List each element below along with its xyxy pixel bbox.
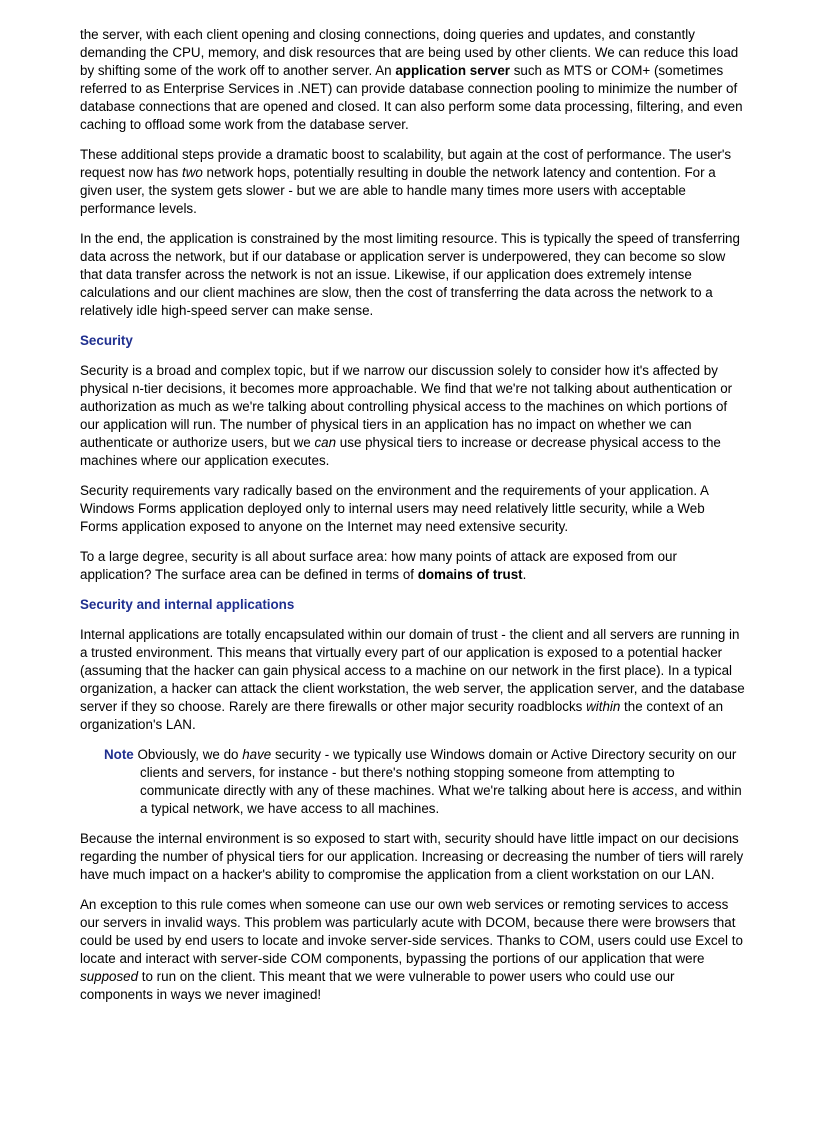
paragraph-internal-environment: Because the internal environment is so exposed to start with, security should have little impact on our decisions regarding the number of physical tiers for our application. Increasing or decreasing the number of tiers will rarely have much impact on a hacker's ability to compromise the application from a client workstation on our LAN. — [80, 831, 744, 882]
paragraph-exception-dcom — [80, 896, 746, 1004]
text-run: Internal applications are totally encapsulated within our domain of trust - the client and all servers are running in a trusted environment. This means that virtually every part of our application is exposed to a potential hacker (assuming that the hacker can gain physical access to a machine on our network in the first place). In a typical organization, a hacker can attack the client workstation, the web server, the application server, and the database server if they so choose. Rarely are there firewalls or other major security roadblocks — [80, 627, 745, 714]
heading-security-internal-applications: Security and internal applications — [80, 597, 295, 612]
text-run: An exception to this rule comes when someone can use our own web services or remoting services to access our servers in invalid ways. This problem was particularly acute with DCOM, because there were browsers that could be used by end users to locate and invoke server-side services. Thanks to COM, users could use Excel to locate and interact with server-side COM components, bypassing the portions of our application that were — [80, 897, 743, 966]
italic-have: have — [242, 747, 272, 762]
bold-term-application-server: application server — [395, 63, 510, 78]
text-run: , and within a typical network, we have access to all machines. — [140, 783, 742, 816]
paragraph-internal-applications — [80, 626, 746, 734]
text-run: Obviously, we do — [133, 747, 243, 762]
paragraph-application-server — [80, 26, 746, 134]
text-run: To a large degree, security is all about surface area: how many points of attack are exposed from our application? The surface area can be defined in terms of — [80, 549, 677, 582]
paragraph-scalability — [80, 146, 746, 218]
text-run: . — [522, 567, 527, 582]
text-run: Security is a broad and complex topic, but if we narrow our discussion solely to consider how it's affected by physical n-tier decisions, it becomes more approachable. We find that we're not talking about authentication or authorization as much as we're talking about controlling physical access to the machines on which portions of our application will run. The number of physical tiers in an application has no impact on whether we can authenticate or authorize users, but we — [80, 363, 733, 450]
italic-two: two — [181, 165, 203, 180]
note-label: Note — [104, 747, 134, 762]
text-run: security - we typically use Windows domain or Active Directory security on our clients and servers, for instance - but there's nothing stopping someone from attempting to communicate directly with any of these machines. What we're talking about here is — [140, 747, 737, 798]
heading-security: Security — [80, 333, 133, 348]
paragraph-limiting-resource: In the end, the application is constrained by the most limiting resource. This is typically the speed of transferring data across the network, but if our database or application server is underpowered, they can become so slow that data transfer across the network is not an issue. Likewise, if our application does extremely intense calculations and our client machines are slow, then the cost of transferring the data across the network to a relatively idle high-speed server can make sense. — [80, 231, 740, 318]
text-run: to run on the client. This meant that we were vulnerable to power users who could use our components in ways we never imagined! — [80, 969, 675, 1002]
text-run: network hops, potentially resulting in double the network latency and contention. For a given user, the system gets slower - but we are able to handle many times more users with acceptable performance levels. — [80, 165, 716, 216]
text-run: such as MTS or COM+ (sometimes referred to as Enterprise Services in .NET) can provide database connection pooling to minimize the number of database connections that are opened and closed. It can also perform some data processing, filtering, and even caching to offload some work from the database server. — [80, 63, 743, 132]
bold-term-domains-of-trust: domains of trust — [417, 567, 523, 582]
text-run: use physical tiers to increase or decrease physical access to the machines where our application executes. — [80, 435, 721, 468]
italic-can: can — [314, 435, 337, 450]
italic-supposed: supposed — [80, 969, 139, 984]
note-block — [80, 746, 746, 818]
paragraph-security-intro — [80, 362, 746, 470]
paragraph-surface-area — [80, 548, 746, 584]
text-run: the context of an organization's LAN. — [80, 699, 724, 732]
text-run: the server, with each client opening and closing connections, doing queries and updates, and constantly demanding the CPU, memory, and disk resources that are being used by other clients. We can reduce this load by shifting some of the work off to another server. An — [80, 27, 739, 78]
italic-within: within — [586, 699, 621, 714]
text-run: These additional steps provide a dramatic boost to scalability, but again at the cost of performance. The user's request now has — [80, 147, 732, 180]
italic-access: access — [632, 783, 674, 798]
paragraph-security-requirements: Security requirements vary radically based on the environment and the requirements of your application. A Windows Forms application deployed only to internal users may need relatively little security, while a Web Forms application exposed to anyone on the Internet may need extensive security. — [80, 483, 709, 534]
